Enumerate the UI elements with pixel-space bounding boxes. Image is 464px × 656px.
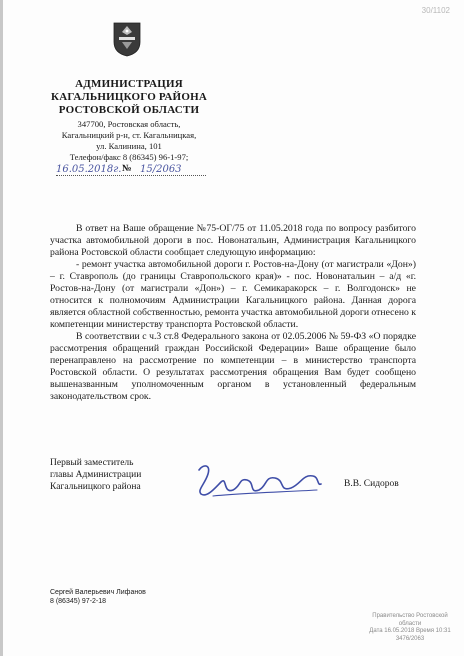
signatory-title-line: главы Администрации xyxy=(50,470,142,480)
registration-line xyxy=(56,164,206,178)
incoming-stamp xyxy=(364,613,456,643)
sender-header xyxy=(50,78,208,163)
stamp-line: Правительство Ростовской xyxy=(372,613,448,619)
registration-number: 15/2063 xyxy=(140,164,182,175)
coat-of-arms-icon xyxy=(113,22,141,57)
stamp-line: области xyxy=(398,620,422,627)
signatory-title xyxy=(50,457,141,493)
registration-underline xyxy=(56,175,206,176)
executor-phone: 8 (86345) 97-2-18 xyxy=(50,598,107,605)
org-line: РОСТОВСКОЙ ОБЛАСТИ xyxy=(58,104,200,116)
registration-number-label: № xyxy=(122,164,132,174)
executor-block xyxy=(50,588,146,606)
org-line: КАГАЛЬНИЦКОГО РАЙОНА xyxy=(51,91,207,103)
address-line: 347700, Ростовская область, xyxy=(77,119,181,129)
signatory-title-line: Первый заместитель xyxy=(50,458,134,468)
body-paragraph: В ответ на Ваше обращение №75-ОГ/75 от 11.05.2018 года по вопросу разбитого участка автомобильной дороги в пос. Новонатальин, Администрация Кагальницкого района Ростовской области сообщает следующую информацию: xyxy=(50,223,416,258)
phone-line: Телефон/факс 8 (86345) 96-1-97; xyxy=(69,152,189,162)
body-paragraph: В соответствии с ч.3 ст.8 Федерального закона от 02.05.2006 № 59-ФЗ «О порядке рассмотрения обращений граждан Российской Федерации» Ваше обращение было перенаправлено на рассмотрение по компетенции – в министерство транспорта Ростовской области. О результатах рассмотрения обращения Вам будет сообщено вышеназванным уполномоченным органом в установленный федеральным законодательством срок. xyxy=(50,331,416,402)
org-line: АДМИНИСТРАЦИЯ xyxy=(75,78,183,90)
scan-edge xyxy=(0,0,3,656)
stamp-line: Дата 16.05.2018 Время 10:31 xyxy=(369,628,451,634)
address-block xyxy=(50,119,208,163)
handwritten-signature xyxy=(193,460,325,502)
executor-name: Сергей Валерьевич Лифанов xyxy=(50,589,146,596)
signatory-name: В.В. Сидоров xyxy=(344,479,399,489)
address-line: Кагальницкий р-н, ст. Кагальницкая, xyxy=(61,130,197,140)
address-line: ул. Калинина, 101 xyxy=(96,141,162,151)
registration-date: 16.05.2018г. xyxy=(56,164,122,175)
letter-body xyxy=(50,223,416,403)
stamp-line: 3476/2063 xyxy=(395,635,425,642)
signatory-title-line: Кагальницкого района xyxy=(50,482,141,492)
body-paragraph: - ремонт участка автомобильной дороги г. Ростов-на-Дону (от магистрали «Дон») – г. Ставрополь (до границы Ставропольского края)» - пос. Новонатальин – а/д «г. Ростов-на-Дону (от магистрали «Дон») – г. Семикаракорск – г. Волгодонск» не относится к полномочиям Администрации Кагальницкого района. Данная дорога является областной собственностью, ремонта участка автомобильной дороги отнесено к компетенции министерству транспорта Ростовской области. xyxy=(50,259,416,330)
corner-note: 30/1102 xyxy=(421,6,450,15)
